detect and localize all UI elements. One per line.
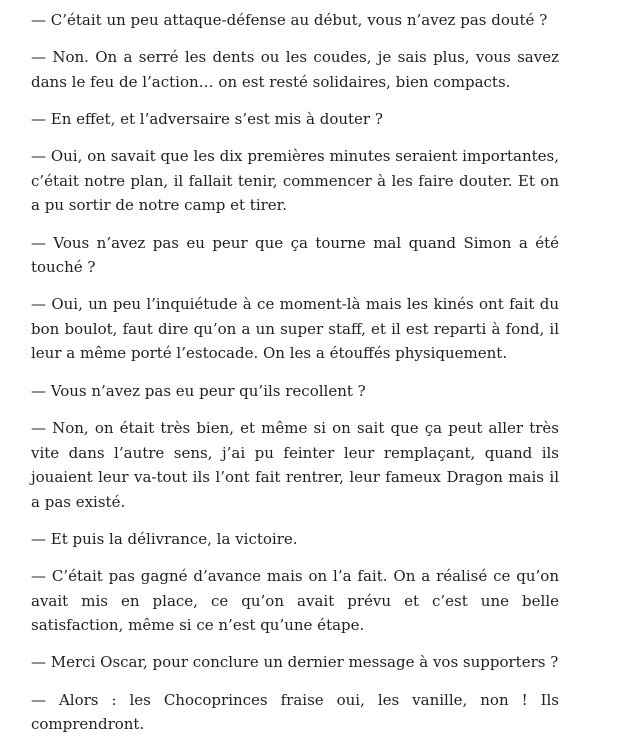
dialogue-paragraph: — Oui, un peu l’inquiétude à ce moment-là mais les kinés ont fait du bon boulot, faut dire qu’on a un super staff, et il est reparti à fond, il leur a même porté l’estocade. On les a étouffés physiquement. — [31, 295, 559, 363]
dialogue-paragraph: — Non. On a serré les dents ou les coudes, je sais plus, vous savez dans le feu de l’action… on est resté solidaires, bien compacts. — [31, 48, 559, 91]
document-page — [31, 8, 559, 750]
dialogue-paragraph: — Et puis la délivrance, la victoire. — [31, 529, 298, 548]
dialogue-paragraph: — Vous n’avez pas eu peur qu’ils recollent ? — [31, 381, 366, 400]
dialogue-paragraph: — En effet, et l’adversaire s’est mis à douter ? — [31, 110, 383, 129]
dialogue-paragraph: — Non, on était très bien, et même si on sait que ça peut aller très vite dans l’autre sens, j’ai pu feinter leur remplaçant, quand ils jouaient leur va-tout ils l’ont fait rentrer, leur fameux Dragon mais il a pas existé. — [31, 419, 559, 511]
dialogue-paragraph: — C’était un peu attaque-défense au début, vous n’avez pas douté ? — [31, 11, 548, 29]
dialogue-paragraph: — Alors : les Chocoprinces fraise oui, les vanille, non ! Ils comprendront. — [31, 690, 559, 734]
dialogue-paragraph: — Oui, on savait que les dix premières minutes seraient importantes, c’était notre plan, il fallait tenir, commencer à les faire douter. Et on a pu sortir de notre camp et tirer. — [31, 147, 559, 215]
dialogue-paragraph: — Merci Oscar, pour conclure un dernier message à vos supporters ? — [31, 653, 559, 672]
dialogue-paragraph: — C’était pas gagné d’avance mais on l’a fait. On a réalisé ce qu’on avait mis en place, ce qu’on avait prévu et c’est une belle satisfaction, même si ce n’est qu’une étape. — [31, 567, 559, 635]
dialogue-paragraph: — Vous n’avez pas eu peur que ça tourne mal quand Simon a été touché ? — [31, 233, 559, 277]
